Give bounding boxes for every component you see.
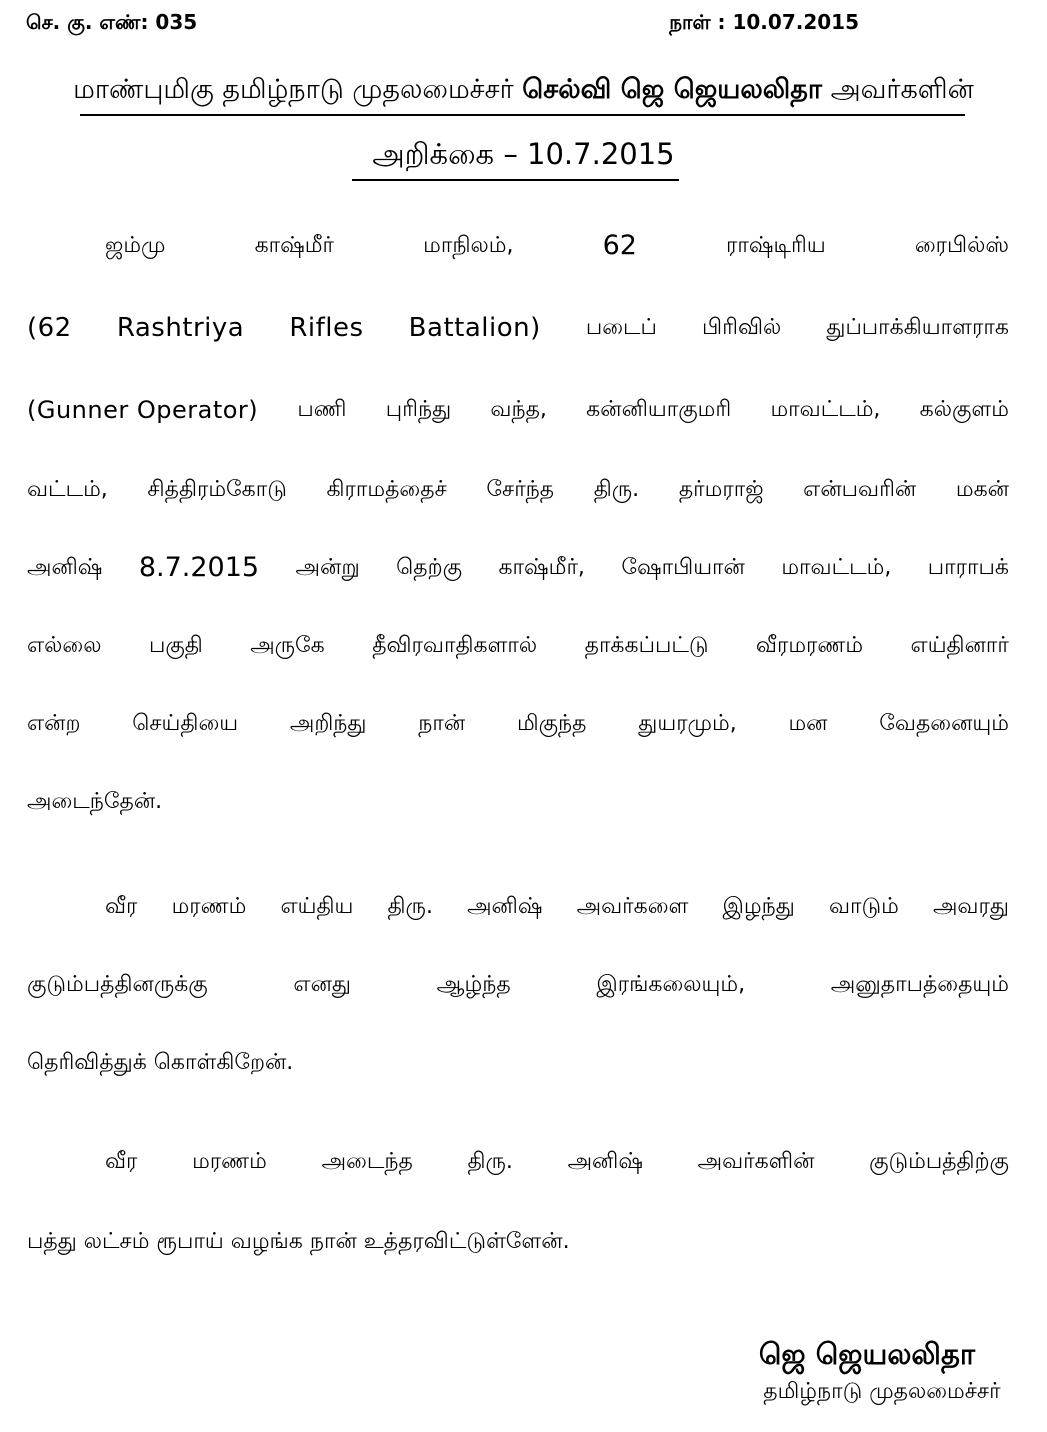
word: வீர — [105, 1149, 138, 1174]
paragraph-2-line-2 — [27, 965, 1009, 1005]
word: நான் — [418, 711, 466, 736]
word: வீர — [105, 894, 138, 919]
word: பாராபக் — [927, 555, 1009, 580]
paragraph-3-line-1 — [27, 1142, 1009, 1182]
word: மரணம் — [192, 1149, 267, 1174]
reference-row — [26, 10, 1007, 40]
word: இழந்து — [722, 894, 795, 919]
signature-name: ஜெ ஜெயலலிதா — [758, 1337, 975, 1371]
word: படைப் — [585, 315, 657, 340]
paragraph-1-line-7 — [27, 704, 1009, 744]
word: ஆழ்ந்த — [436, 972, 511, 997]
word: ஜம்மு — [105, 233, 166, 258]
word: பிரிவில் — [702, 315, 782, 340]
word: (Gunner Operator) — [27, 396, 259, 424]
heading-title — [0, 70, 1047, 110]
word: வாடும் — [828, 894, 899, 919]
heading-prefix: மாண்புமிகு தமிழ்நாடு முதலமைச்சர் — [73, 74, 523, 105]
heading-name: செல்வி ஜெ ஜெயலலிதா — [522, 74, 822, 105]
word: வந்த, — [490, 397, 547, 422]
word: திரு. — [593, 477, 640, 502]
paragraph-1-line-4 — [27, 470, 1009, 510]
reference-number: செ. கு. எண்: 035 — [26, 10, 198, 34]
word: அன்று — [295, 555, 360, 580]
word: எய்திய — [280, 894, 354, 919]
reference-date: நாள் : 10.07.2015 — [669, 10, 859, 34]
word: துயரமும், — [638, 711, 737, 736]
word: புரிந்து — [385, 397, 452, 422]
word: அனிஷ் — [567, 1149, 643, 1174]
word: ஷோபியான் — [621, 555, 745, 580]
subtitle-underline — [352, 179, 679, 181]
word: சேர்ந்த — [486, 477, 555, 502]
word: துப்பாக்கியாளராக — [826, 315, 1009, 340]
paragraph-1-line-3 — [27, 390, 1009, 430]
paragraph-1-line-6 — [27, 626, 1009, 666]
word: ரைபில்ஸ் — [914, 233, 1009, 258]
signature-block — [758, 1334, 1001, 1410]
word: எல்லை — [27, 633, 102, 658]
word: அனிஷ் — [467, 894, 543, 919]
heading-underline — [80, 114, 965, 116]
signature-title: தமிழ்நாடு முதலமைச்சர் — [763, 1379, 1001, 1404]
word: காஷ்மீர் — [254, 233, 335, 258]
word: ராஷ்டிரிய — [726, 233, 826, 258]
word: மாவட்டம், — [770, 397, 881, 422]
heading-subtitle: அறிக்கை – 10.7.2015 — [372, 137, 675, 171]
paragraph-1-line-8: அடைந்தேன். — [27, 789, 163, 814]
word: செய்தியை — [132, 711, 239, 736]
word: அனிஷ் — [27, 555, 103, 580]
word: அனுதாபத்தையும் — [830, 972, 1009, 997]
word: மகன் — [955, 477, 1009, 502]
word: என்ற — [27, 711, 81, 736]
word: என்பவரின் — [803, 477, 917, 502]
word: குடும்பத்தினருக்கு — [27, 972, 208, 997]
word: பணி — [297, 397, 347, 422]
word: தெற்கு — [396, 555, 463, 580]
paragraph-1-line-5 — [27, 548, 1009, 588]
word: Battalion) — [408, 313, 541, 343]
word: அவரது — [932, 894, 1009, 919]
word: திரு. — [467, 1149, 513, 1174]
paragraph-1-line-2 — [27, 308, 1009, 348]
word: (62 — [27, 313, 72, 343]
word: 62 — [602, 230, 637, 261]
word: அருகே — [250, 633, 325, 658]
word: மன — [788, 711, 828, 736]
word: வட்டம், — [27, 477, 108, 502]
word: மாவட்டம், — [781, 555, 892, 580]
word: கிராமத்தைச் — [326, 477, 447, 502]
paragraph-2-line-1 — [27, 887, 1009, 927]
word: அடைந்த — [321, 1149, 413, 1174]
word: மாநிலம், — [423, 233, 514, 258]
word: கன்னியாகுமரி — [586, 397, 732, 422]
word: Rashtriya — [116, 313, 245, 343]
word: தீவிரவாதிகளால் — [372, 633, 538, 658]
word: காஷ்மீர், — [498, 555, 585, 580]
word: தர்மராஜ் — [678, 477, 764, 502]
paragraph-1-line-1 — [27, 226, 1009, 266]
word: இரங்கலையும், — [596, 972, 746, 997]
word: திரு. — [387, 894, 433, 919]
word: அறிந்து — [289, 711, 367, 736]
word: 8.7.2015 — [138, 552, 260, 583]
word: குடும்பத்திற்கு — [869, 1149, 1009, 1174]
word: பகுதி — [148, 633, 203, 658]
word: எய்தினார் — [910, 633, 1009, 658]
heading-suffix: அவர்களின் — [822, 74, 974, 105]
word: வீரமரணம் — [755, 633, 864, 658]
word: மரணம் — [171, 894, 247, 919]
paragraph-2-line-3: தெரிவித்துக் கொள்கிறேன். — [27, 1050, 294, 1075]
word: அவர்களை — [576, 894, 689, 919]
word: தாக்கப்பட்டு — [584, 633, 709, 658]
word: Rifles — [289, 313, 364, 343]
paragraph-3-line-2: பத்து லட்சம் ரூபாய் வழங்க நான் உத்தரவிட்டுள்ளேன். — [27, 1229, 570, 1254]
word: கல்குளம் — [919, 397, 1009, 422]
word: வேதனையும் — [879, 711, 1009, 736]
word: எனது — [293, 972, 351, 997]
word: அவர்களின் — [697, 1149, 815, 1174]
word: சித்திரம்கோடு — [147, 477, 287, 502]
word: மிகுந்த — [516, 711, 587, 736]
